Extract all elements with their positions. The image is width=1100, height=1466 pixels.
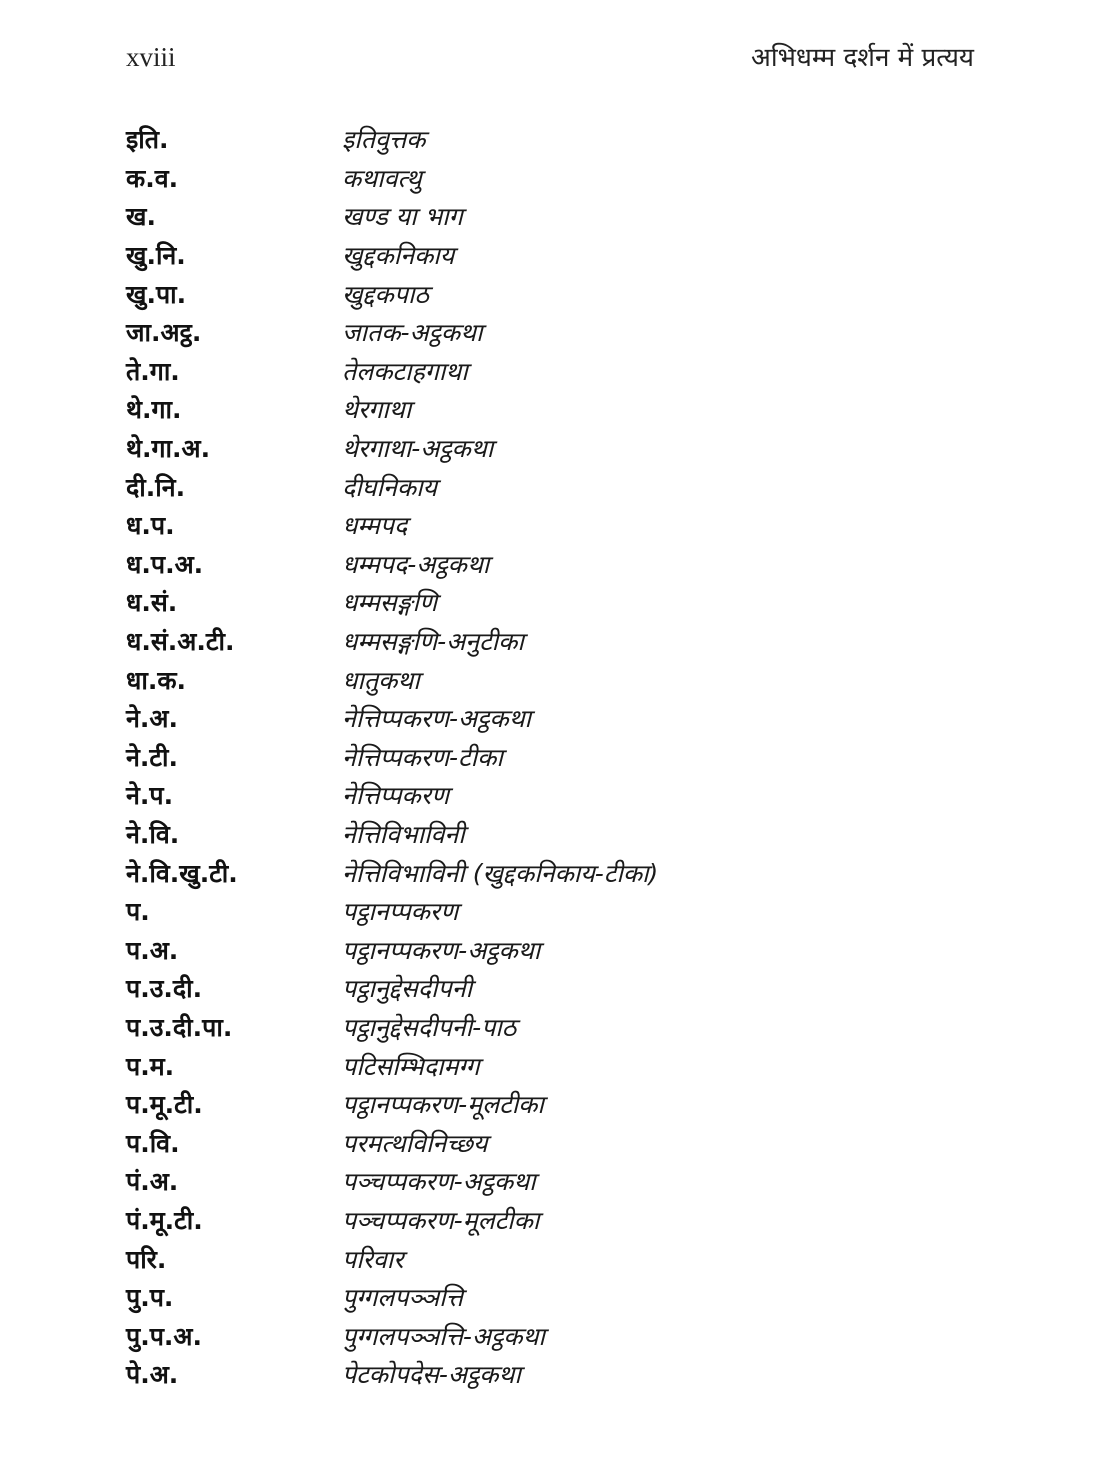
abbreviation-row <box>126 467 1026 506</box>
page-number: xviii <box>126 42 176 72</box>
expansion: तेलकटाहगाथा <box>342 356 468 386</box>
abbreviation: प. <box>126 897 150 927</box>
expansion: पेटकोपदेस-अट्ठकथा <box>342 1360 521 1390</box>
abbreviation: पे.अ. <box>126 1360 179 1390</box>
abbreviation: दी.नि. <box>126 472 186 502</box>
abbreviation-row <box>126 1201 1026 1240</box>
abbreviation: ध.सं. <box>126 588 178 618</box>
abbreviation-row <box>126 1239 1026 1278</box>
abbreviation: पु.प. <box>126 1283 174 1313</box>
abbreviation: प.उ.दी.पा. <box>126 1012 233 1042</box>
expansion: धम्मसङ्गणि-अनुटीका <box>342 627 524 657</box>
abbreviation: पं.मू.टी. <box>126 1205 203 1235</box>
abbreviation: ध.सं.अ.टी. <box>126 627 235 657</box>
page-header <box>126 38 974 78</box>
abbreviation: ने.प. <box>126 781 174 811</box>
expansion: पट्ठानप्पकरण <box>342 897 459 927</box>
abbreviation: ध.प.अ. <box>126 549 204 579</box>
expansion: कथावत्थु <box>342 163 422 193</box>
expansion: धम्मपद <box>342 511 408 541</box>
abbreviation: प.उ.दी. <box>126 974 203 1004</box>
expansion: परमत्थविनिच्छय <box>342 1128 488 1158</box>
abbreviation: ने.वि. <box>126 819 180 849</box>
abbreviation-row <box>126 236 1026 275</box>
abbreviation-row <box>126 892 1026 931</box>
abbreviation-row <box>126 1316 1026 1355</box>
abbreviation: पु.प.अ. <box>126 1321 202 1351</box>
expansion: खुद्दकपाठ <box>342 279 429 309</box>
expansion: जातक-अट्ठकथा <box>342 318 483 348</box>
expansion: खुद्दकनिकाय <box>342 241 455 271</box>
expansion: पट्ठानुद्देसदीपनी <box>342 974 473 1004</box>
abbreviation: थे.गा. <box>126 395 182 425</box>
abbreviation: प.अ. <box>126 935 179 965</box>
abbreviation-row <box>126 622 1026 661</box>
abbreviation-row <box>126 1085 1026 1124</box>
abbreviation: परि. <box>126 1244 167 1274</box>
abbreviation-list <box>126 120 1026 1394</box>
abbreviation-row <box>126 776 1026 815</box>
abbreviation: ने.अ. <box>126 704 178 734</box>
abbreviation: खु.नि. <box>126 241 186 271</box>
abbreviation-row <box>126 313 1026 352</box>
abbreviation-row <box>126 390 1026 429</box>
abbreviation-row <box>126 969 1026 1008</box>
expansion: पुग्गलपञ्ञत्ति <box>342 1283 463 1313</box>
abbreviation-row <box>126 197 1026 236</box>
abbreviation-row <box>126 352 1026 391</box>
expansion: पटिसम्भिदामग्ग <box>342 1051 480 1081</box>
abbreviation: ख. <box>126 202 156 232</box>
abbreviation: क.व. <box>126 163 179 193</box>
abbreviation-row <box>126 1046 1026 1085</box>
abbreviation-row <box>126 159 1026 198</box>
expansion: नेत्तिप्पकरण-अट्ठकथा <box>342 704 532 734</box>
expansion: नेत्तिप्पकरण <box>342 781 450 811</box>
abbreviation: प.मू.टी. <box>126 1090 203 1120</box>
expansion: पुग्गलपञ्ञत्ति-अट्ठकथा <box>342 1321 545 1351</box>
abbreviation-row <box>126 1355 1026 1394</box>
abbreviation-row <box>126 429 1026 468</box>
expansion: थेरगाथा-अट्ठकथा <box>342 434 494 464</box>
abbreviation-row <box>126 699 1026 738</box>
expansion: इतिवुत्तक <box>342 125 426 155</box>
abbreviation-row <box>126 120 1026 159</box>
expansion: पट्ठानप्पकरण-अट्ठकथा <box>342 935 541 965</box>
abbreviation: प.वि. <box>126 1128 180 1158</box>
abbreviation: ते.गा. <box>126 356 180 386</box>
abbreviation: ध.प. <box>126 511 175 541</box>
expansion: पञ्चप्पकरण-मूलटीका <box>342 1205 540 1235</box>
expansion: धातुकथा <box>342 665 420 695</box>
abbreviation: प.म. <box>126 1051 175 1081</box>
abbreviation: इति. <box>126 125 169 155</box>
expansion: थेरगाथा <box>342 395 412 425</box>
abbreviation-row <box>126 506 1026 545</box>
abbreviation-row <box>126 274 1026 313</box>
abbreviation-row <box>126 660 1026 699</box>
abbreviation: धा.क. <box>126 665 187 695</box>
expansion: नेत्तिविभाविनी <box>342 819 465 849</box>
expansion: परिवार <box>342 1244 404 1274</box>
expansion: पट्ठानप्पकरण-मूलटीका <box>342 1090 544 1120</box>
abbreviation-row <box>126 545 1026 584</box>
abbreviation: ने.टी. <box>126 742 178 772</box>
expansion: नेत्तिप्पकरण-टीका <box>342 742 503 772</box>
running-title: अभिधम्म दर्शन में प्रत्यय <box>751 43 974 73</box>
abbreviation: जा.अट्ठ. <box>126 318 202 348</box>
abbreviation: ने.वि.खु.टी. <box>126 858 238 888</box>
abbreviation-row <box>126 815 1026 854</box>
expansion: धम्मपद-अट्ठकथा <box>342 549 490 579</box>
expansion: नेत्तिविभाविनी (खुद्दकनिकाय-टीका) <box>342 858 659 888</box>
abbreviation-row <box>126 583 1026 622</box>
abbreviation-row <box>126 853 1026 892</box>
abbreviation: पं.अ. <box>126 1167 179 1197</box>
abbreviation: थे.गा.अ. <box>126 434 211 464</box>
expansion: खण्ड या भाग <box>342 202 463 232</box>
expansion: दीघनिकाय <box>342 472 438 502</box>
expansion: पट्ठानुद्देसदीपनी-पाठ <box>342 1012 517 1042</box>
abbreviation-row <box>126 738 1026 777</box>
expansion: धम्मसङ्गणि <box>342 588 438 618</box>
abbreviation: खु.पा. <box>126 279 187 309</box>
abbreviation-row <box>126 930 1026 969</box>
abbreviation-row <box>126 1162 1026 1201</box>
expansion: पञ्चप्पकरण-अट्ठकथा <box>342 1167 536 1197</box>
abbreviation-row <box>126 1123 1026 1162</box>
abbreviation-row <box>126 1008 1026 1047</box>
abbreviation-row <box>126 1278 1026 1317</box>
